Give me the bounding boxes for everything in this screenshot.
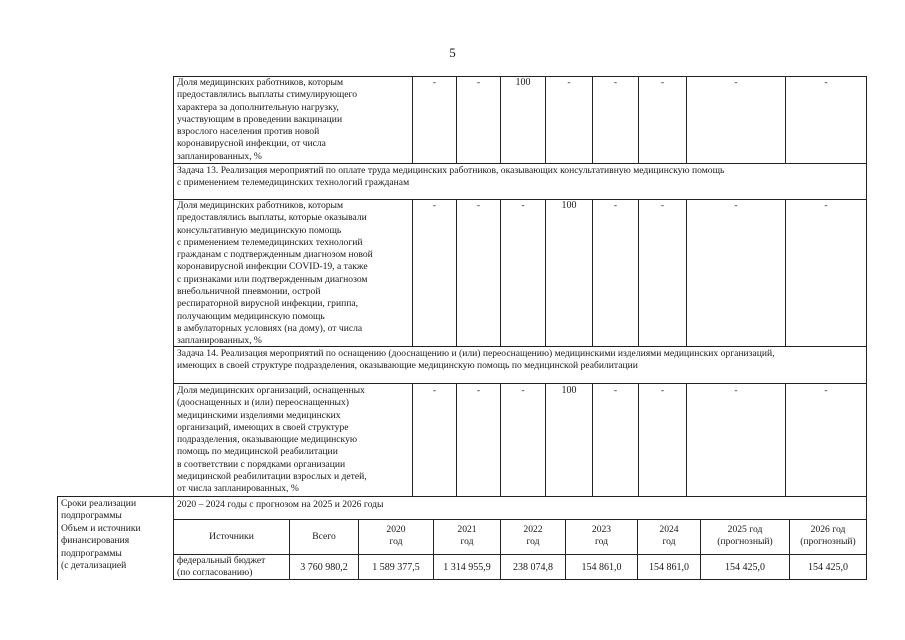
value-2020: -: [432, 385, 437, 396]
fin-header-year: 2020 год: [386, 524, 406, 548]
value-2024: -: [613, 385, 618, 396]
value-2021: -: [476, 200, 481, 211]
rule-task14-bottom: [173, 383, 867, 384]
fin-header-year: 2025 год (прогнозный): [717, 524, 773, 548]
value-2021: -: [476, 385, 481, 396]
page-number: 5: [449, 45, 456, 60]
value-2026: -: [824, 385, 828, 396]
value-2026: -: [824, 200, 828, 211]
task-13-heading: Задача 13. Реализация мероприятий по оплате труда медицинских работников, оказывающих консультативную медицинскую помощь с применением телемедицинских технологий гражданам: [177, 165, 725, 189]
value-2024b: -: [660, 200, 665, 211]
fin-value: 1 314 955,9: [443, 562, 491, 573]
value-2025: -: [734, 385, 738, 396]
value-2024b: -: [660, 385, 665, 396]
rule-right-outer: [866, 76, 867, 580]
fin-header-year: 2023 год: [591, 524, 612, 548]
value-2026: -: [824, 77, 828, 88]
terms-text: 2020 – 2024 годы с прогнозом на 2025 и 2026 годы: [177, 499, 384, 510]
value-2025: -: [734, 77, 738, 88]
fin-value: 154 861,0: [581, 562, 622, 573]
rule-fin-row-bottom: [173, 579, 867, 580]
col-rule: [545, 383, 546, 496]
col-rule: [638, 199, 639, 346]
fin-header-total: Всего: [312, 531, 336, 542]
fin-value: 1 589 377,5: [372, 562, 420, 573]
col-rule: [686, 199, 687, 346]
task-14-heading: Задача 14. Реализация мероприятий по оснащению (дооснащению и (или) переоснащению) медицинскими изделиями медицинских организаций, имеющих в своей структуре подразделения, оказывающие медицинскую помощь по медицинской реабилитации: [177, 348, 775, 372]
value-2023: 100: [561, 385, 577, 396]
fin-value: 154 425,0: [808, 562, 848, 573]
col-rule: [412, 199, 413, 346]
col-rule: [686, 383, 687, 496]
fin-header-year: 2026 год (прогнозный): [800, 524, 856, 548]
col-rule: [500, 383, 501, 496]
value-2022: 100: [515, 77, 531, 88]
fin-source: федеральный бюджет (по согласованию): [177, 555, 266, 579]
terms-label: Сроки реализации подпрограммы: [61, 498, 137, 522]
value-2022: -: [521, 200, 525, 211]
rule-fin-top: [173, 519, 867, 520]
value-2023: -: [567, 77, 571, 88]
fin-value: 154 425,0: [725, 562, 765, 573]
rule-left-outer: [57, 496, 58, 580]
rule-task13-top: [173, 163, 867, 164]
col-rule: [412, 383, 413, 496]
value-2024b: -: [660, 77, 665, 88]
value-2024: -: [613, 200, 618, 211]
fin-value: 238 074,8: [513, 562, 553, 573]
fin-header-sources: Источники: [209, 531, 254, 542]
col-rule: [638, 383, 639, 496]
finance-label: Объем и источники финансирования подпрограммы (с детализацией: [61, 523, 141, 571]
value-2020: -: [432, 77, 437, 88]
col-rule: [500, 199, 501, 346]
col-rule: [785, 199, 786, 346]
fin-header-year: 2022 год: [523, 524, 543, 548]
value-2020: -: [432, 200, 437, 211]
indicator-label: Доля медицинских работников, которым предоставлялись выплаты стимулирующего характера за дополнительную нагрузку, участвующим в проведении вакцинации взрослого населения против новой коронавирусной инфекции, от числа запланированных, %: [177, 77, 358, 162]
fin-total: 3 760 980,2: [300, 562, 348, 573]
value-2023: 100: [561, 200, 577, 211]
col-rule: [592, 199, 593, 346]
rule-section-bottom: [57, 496, 867, 497]
fin-value: 154 861,0: [649, 562, 689, 573]
fin-header-year: 2024 год: [659, 524, 679, 548]
value-2024: -: [613, 77, 618, 88]
col-rule: [456, 199, 457, 346]
col-rule: [592, 383, 593, 496]
col-rule: [785, 383, 786, 496]
indicator-label: Доля медицинских работников, которым предоставлялись выплаты, которые оказывали консультативную медицинскую помощь с применением телемедицинских технологий гражданам с подтвержденным диагнозом новой коронавирусной инфекции COVID-19, а также с признаками или подтвержденным диагнозом внебольничной пневмонии, острой респираторной вирусной инфекции, гриппа, получающим медицинскую помощь в амбулаторных условиях (на дому), от числа запланированных, %: [177, 200, 373, 347]
rule-label-col: [173, 76, 174, 580]
col-rule: [545, 199, 546, 346]
value-2022: -: [521, 385, 525, 396]
fin-header-year: 2021 год: [457, 524, 477, 548]
col-rule: [456, 383, 457, 496]
value-2021: -: [476, 77, 481, 88]
indicator-label: Доля медицинских организаций, оснащенных (дооснащенных и (или) переоснащенных) медицинскими изделиями медицинских организаций, имеющих в своей структуре подразделения, оказывающие медицинскую помощь по медицинской реабилитации в соответствии с порядками организации медицинской реабилитации взрослых и детей, от числа запланированных, %: [177, 385, 367, 495]
rule-fin-header-bottom: [173, 554, 867, 555]
value-2025: -: [734, 200, 738, 211]
